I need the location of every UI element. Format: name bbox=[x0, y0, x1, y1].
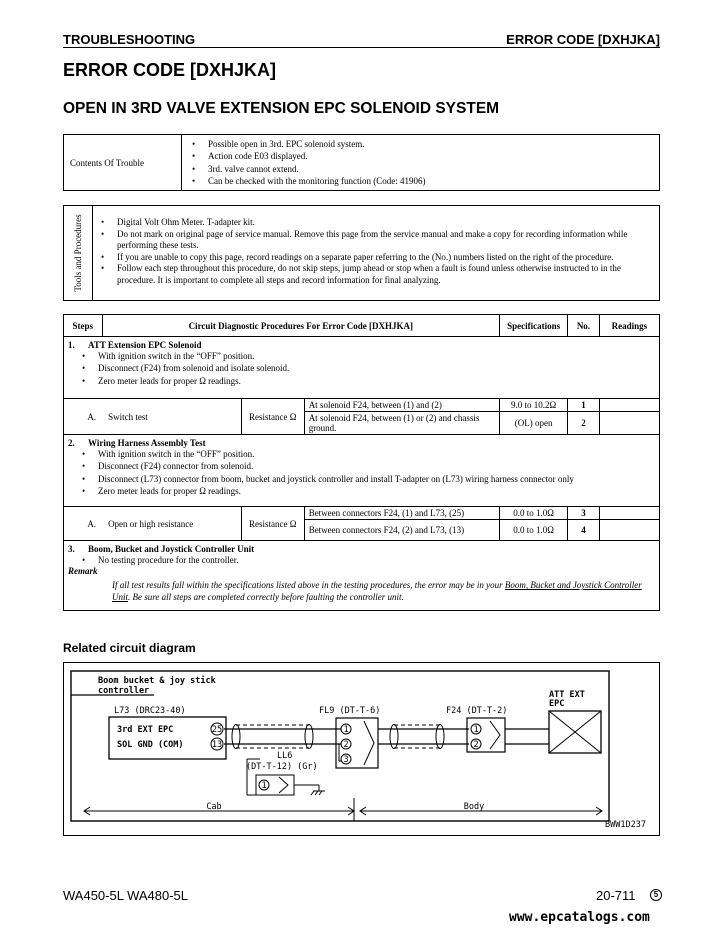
fl9-pin-2-label: 2 bbox=[343, 740, 349, 750]
table-row bbox=[64, 435, 660, 507]
step-2-row-2-desc: Between connectors F24, (2) and L73, (13) bbox=[304, 520, 499, 541]
table-row bbox=[64, 399, 660, 412]
tools-label: Tools and Procedures bbox=[73, 214, 83, 292]
contents-table bbox=[63, 134, 660, 191]
l73-label: L73 (DRC23-40) bbox=[114, 706, 186, 716]
step-2-row-2-reading[interactable] bbox=[599, 520, 659, 541]
att-label-2: EPC bbox=[549, 699, 565, 709]
related-circuit-title: Related circuit diagram bbox=[63, 641, 196, 655]
step-3-num: 3. bbox=[68, 544, 75, 554]
remark-text bbox=[68, 579, 655, 603]
col-no: No. bbox=[568, 315, 600, 337]
fl9-pin-3-label: 3 bbox=[343, 755, 349, 765]
col-steps: Steps bbox=[64, 315, 103, 337]
step-2-test-letter: A. bbox=[64, 507, 103, 541]
table-header-row bbox=[64, 315, 660, 337]
list-item: • Zero meter leads for proper Ω readings. bbox=[78, 375, 655, 387]
ground-icon bbox=[311, 791, 314, 795]
list-item: • Disconnect (F24) connector from solenoid. bbox=[78, 460, 655, 472]
fl9-pin-1-label: 1 bbox=[343, 725, 349, 735]
f24-pin-2-label: 2 bbox=[473, 740, 479, 750]
shield-marker bbox=[232, 725, 240, 749]
list-item: • 3rd. valve cannot extend. bbox=[188, 163, 653, 175]
remark-text-a: If all test results fall within the specifications listed above in the testing procedures, the error may be in your bbox=[112, 580, 505, 591]
att-label-1: ATT EXT bbox=[549, 690, 585, 700]
step-2-row-1-desc: Between connectors F24, (1) and L73, (25) bbox=[304, 507, 499, 520]
footer-revision-mark: 5 bbox=[650, 889, 662, 901]
step-2-row-1-spec: 0.0 to 1.0Ω bbox=[500, 507, 568, 520]
header-section: TROUBLESHOOTING bbox=[63, 32, 196, 47]
f24-pin-1-label: 1 bbox=[473, 725, 479, 735]
list-item: • Action code E03 displayed. bbox=[188, 150, 653, 162]
list-item: • With ignition switch in the “OFF” position. bbox=[78, 448, 655, 460]
ll6-type-label: (DT-T-12) (Gr) bbox=[246, 762, 318, 772]
step-2-bullets bbox=[78, 448, 655, 497]
shield-marker bbox=[436, 725, 444, 749]
step-1-row-2-reading[interactable] bbox=[599, 412, 659, 435]
list-item: • Digital Volt Ohm Meter. T-adapter kit. bbox=[97, 217, 657, 229]
list-item: • If you are unable to copy this page, record readings on a separate paper referring to the (No.) numbers listed on the right of the procedure. bbox=[97, 252, 657, 264]
tools-list bbox=[97, 217, 657, 286]
col-readings: Readings bbox=[599, 315, 659, 337]
remark-label: Remark bbox=[68, 566, 98, 577]
step-1-cell bbox=[64, 337, 660, 399]
ll6-label: LL6 bbox=[277, 751, 293, 761]
f24-label: F24 (DT-T-2) bbox=[446, 706, 508, 716]
step-3-heading bbox=[68, 544, 655, 554]
table-row bbox=[64, 507, 660, 520]
remark-text-b: . Be sure all steps are completed correctly before faulting the controller unit. bbox=[128, 592, 404, 603]
list-item: • No testing procedure for the controller. bbox=[78, 554, 655, 566]
pin-25-label: 25 bbox=[211, 725, 223, 735]
step-2-row-2-spec: 0.0 to 1.0Ω bbox=[500, 520, 568, 541]
ground-icon bbox=[319, 791, 322, 795]
step-2-row-1-reading[interactable] bbox=[599, 507, 659, 520]
step-2-title: Wiring Harness Assembly Test bbox=[88, 438, 206, 448]
shield-marker bbox=[305, 725, 313, 749]
step-2-heading bbox=[68, 438, 655, 448]
circuit-diagram bbox=[63, 662, 660, 836]
step-1-num: 1. bbox=[68, 340, 75, 350]
step-3-cell bbox=[64, 541, 660, 611]
watermark: www.epcatalogs.com bbox=[509, 910, 650, 925]
step-2-measure: Resistance Ω bbox=[241, 507, 304, 541]
contents-list bbox=[188, 138, 653, 187]
ll6-pin-1-label: 1 bbox=[261, 781, 267, 791]
table-row bbox=[64, 337, 660, 399]
step-1-bullets bbox=[78, 350, 655, 387]
step-1-row-1-spec: 9.0 to 10.2Ω bbox=[500, 399, 568, 412]
page-subtitle: OPEN IN 3RD VALVE EXTENSION EPC SOLENOID SYSTEM bbox=[63, 100, 500, 117]
list-item: • Can be checked with the monitoring function (Code: 41906) bbox=[188, 175, 653, 187]
step-1-test-name: Switch test bbox=[102, 399, 241, 435]
circuit-svg bbox=[64, 663, 659, 835]
list-item: • With ignition switch in the “OFF” position. bbox=[78, 350, 655, 362]
step-2-num: 2. bbox=[68, 438, 75, 448]
tools-box bbox=[63, 205, 660, 301]
footer-model: WA450-5L WA480-5L bbox=[63, 888, 189, 903]
fl9-connector-chevron bbox=[364, 721, 374, 765]
col-procedure: Circuit Diagnostic Procedures For Error Code [DXHJKA] bbox=[102, 315, 499, 337]
step-1-row-1-desc: At solenoid F24, between (1) and (2) bbox=[304, 399, 499, 412]
signal-1-label: 3rd EXT EPC bbox=[117, 725, 174, 735]
header-code: ERROR CODE [DXHJKA] bbox=[506, 32, 660, 47]
figure-id: BWW1D237 bbox=[605, 820, 646, 830]
fl9-label: FL9 (DT-T-6) bbox=[319, 706, 381, 716]
list-item: • Follow each step throughout this procedure, do not skip steps, jump ahead or stop when a fault is found unless otherwise instructed to in the procedure. It is important to complete all steps and record information for final analyzing. bbox=[97, 263, 657, 286]
step-1-row-2-spec: (OL) open bbox=[500, 412, 568, 435]
contents-list-cell bbox=[182, 135, 660, 191]
step-1-row-2-no: 2 bbox=[568, 412, 600, 435]
step-1-test-letter: A. bbox=[64, 399, 103, 435]
ll6-connector-chevron bbox=[279, 777, 288, 793]
table-row bbox=[64, 541, 660, 611]
step-3-bullets bbox=[78, 554, 655, 566]
pin-13-label: 13 bbox=[211, 740, 223, 750]
tools-label-cell bbox=[64, 206, 93, 300]
step-1-heading bbox=[68, 340, 655, 350]
body-label: Body bbox=[463, 802, 485, 812]
step-2-cell bbox=[64, 435, 660, 507]
remark-link: Boom, Bucket and Joystick Controller Unit bbox=[112, 580, 642, 603]
step-3-title: Boom, Bucket and Joystick Controller Unit bbox=[88, 544, 255, 554]
step-1-measure: Resistance Ω bbox=[241, 399, 304, 435]
controller-box bbox=[109, 717, 226, 759]
step-2-test-name: Open or high resistance bbox=[102, 507, 241, 541]
footer-page: 20-711 bbox=[596, 888, 636, 903]
step-1-row-2-desc: At solenoid F24, between (1) or (2) and chassis ground. bbox=[304, 412, 499, 435]
controller-label-2: controller bbox=[98, 686, 150, 696]
step-2-row-2-no: 4 bbox=[568, 520, 600, 541]
page-header bbox=[63, 32, 660, 48]
steps-table bbox=[63, 314, 660, 611]
step-1-row-1-reading[interactable] bbox=[599, 399, 659, 412]
step-1-row-1-no: 1 bbox=[568, 399, 600, 412]
step-1-title: ATT Extension EPC Solenoid bbox=[88, 340, 202, 350]
list-item: • Disconnect (F24) from solenoid and isolate solenoid. bbox=[78, 362, 655, 374]
step-2-row-1-no: 3 bbox=[568, 507, 600, 520]
f24-connector-chevron bbox=[490, 721, 500, 749]
cab-label: Cab bbox=[206, 802, 222, 812]
list-item: • Possible open in 3rd. EPC solenoid system. bbox=[188, 138, 653, 150]
page-title: ERROR CODE [DXHJKA] bbox=[63, 60, 277, 80]
signal-2-label: SOL GND (COM) bbox=[117, 740, 184, 750]
shield-marker bbox=[390, 725, 398, 749]
col-spec: Specifications bbox=[500, 315, 568, 337]
controller-label-1: Boom bucket & joy stick bbox=[98, 676, 216, 686]
list-item: • Zero meter leads for proper Ω readings. bbox=[78, 485, 655, 497]
list-item: • Disconnect (L73) connector from boom, bucket and joystick controller and install T-adapter on (L73) wiring harness connector only bbox=[78, 473, 655, 485]
list-item: • Do not mark on original page of service manual. Remove this page from the service manual and make a copy for recording information while performing these tests. bbox=[97, 229, 657, 252]
ground-icon bbox=[315, 791, 318, 795]
contents-label: Contents Of Trouble bbox=[64, 135, 182, 191]
